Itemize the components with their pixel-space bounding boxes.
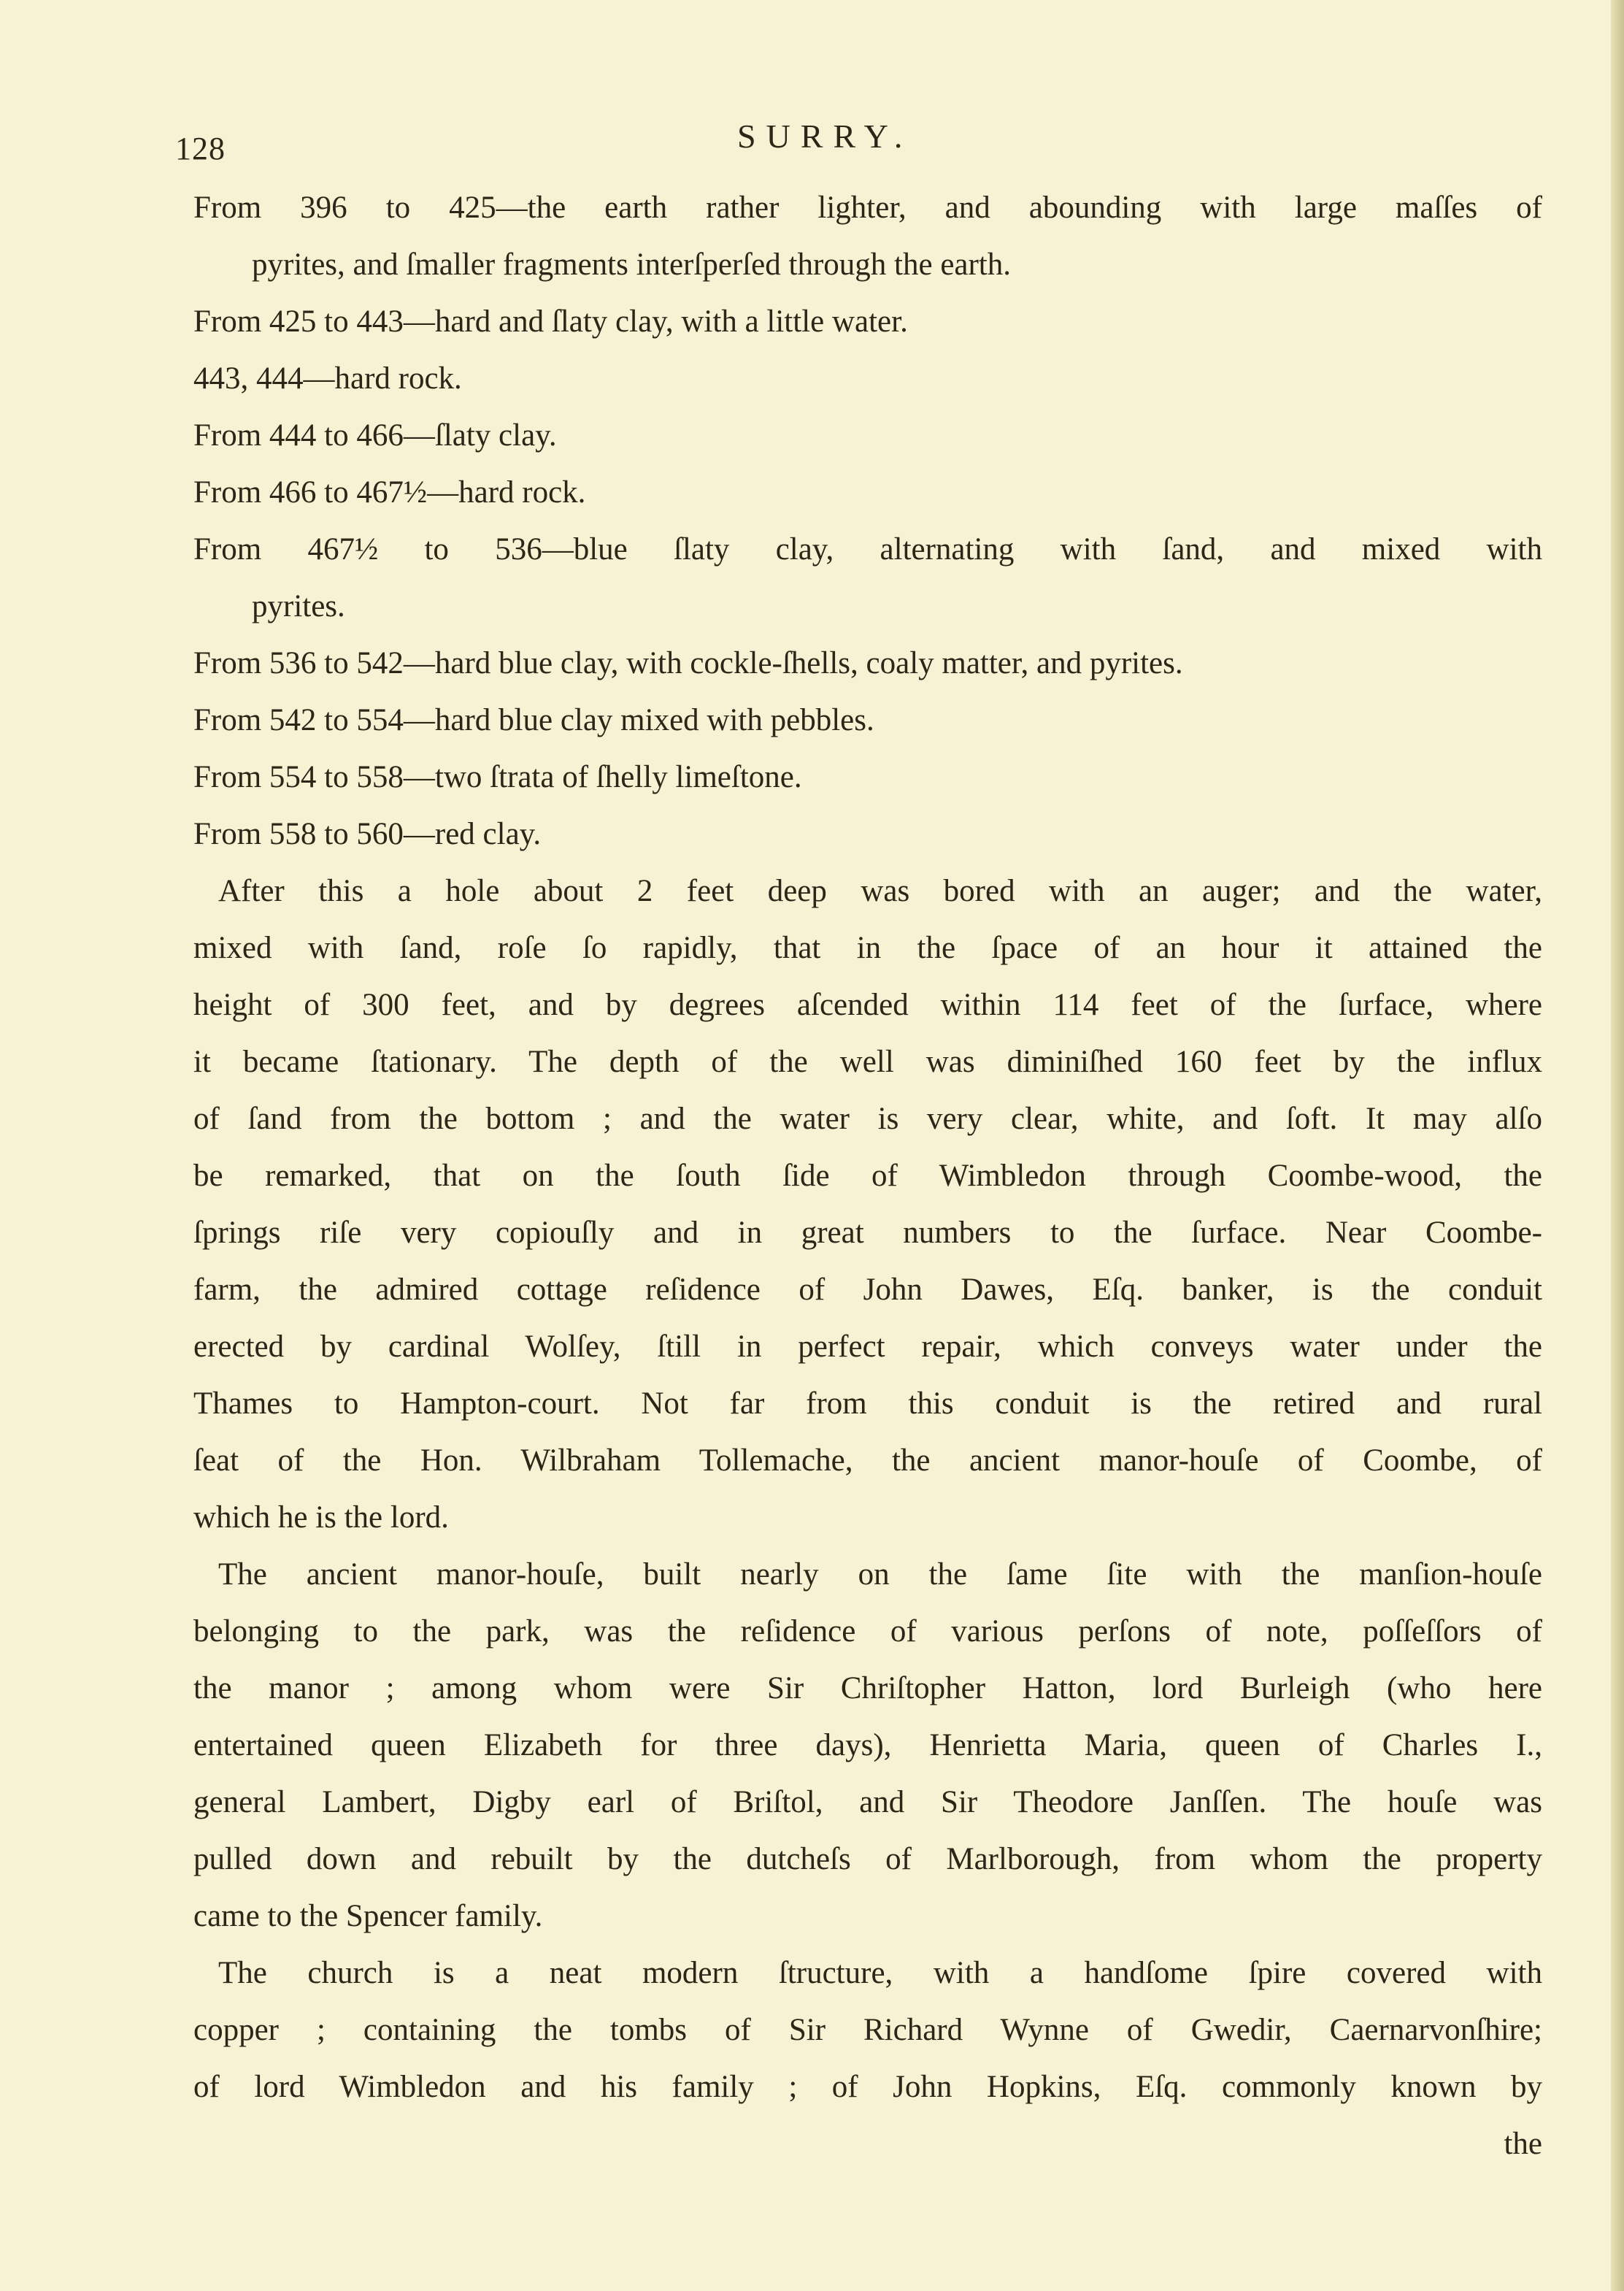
text-line: The ancient manor-houſe, built nearly on the ſame ſite with the manſion-houſe: [218, 1557, 1542, 1592]
text-line: belonging to the park, was the reſidence of various perſons of note, poſſeſſors of: [193, 1614, 1542, 1649]
text-line: 443, 444—hard rock.: [193, 361, 462, 396]
text-line: From 425 to 443—hard and ſlaty clay, with a little water.: [193, 304, 908, 339]
text-line: came to the Spencer family.: [193, 1899, 543, 1933]
text-line: From 558 to 560—red clay.: [193, 817, 542, 851]
text-line: copper ; containing the tombs of Sir Richard Wynne of Gwedir, Caernarvonſhire;: [193, 2013, 1542, 2047]
text-line: be remarked, that on the ſouth ſide of Wimbledon through Coombe-wood, the: [193, 1159, 1542, 1193]
body-text: [193, 180, 1542, 2173]
text-line: From 444 to 466—ſlaty clay.: [193, 418, 557, 453]
text-line: ſeat of the Hon. Wilbraham Tollemache, the ancient manor-houſe of Coombe, of: [193, 1443, 1542, 1478]
catchword: the: [1504, 2127, 1542, 2161]
text-line: general Lambert, Digby earl of Briſtol, and Sir Theodore Janſſen. The houſe was: [193, 1785, 1542, 1819]
text-line: The church is a neat modern ſtructure, with a handſome ſpire covered with: [218, 1956, 1542, 1990]
text-line: pulled down and rebuilt by the dutcheſs of Marlborough, from whom the property: [193, 1842, 1542, 1876]
text-line: mixed with ſand, roſe ſo rapidly, that in the ſpace of an hour it attained the: [193, 931, 1542, 965]
text-line: it became ſtationary. The depth of the well was diminiſhed 160 feet by the influx: [193, 1045, 1542, 1079]
page-number: 128: [175, 131, 226, 166]
text-line: After this a hole about 2 feet deep was bored with an auger; and the water,: [218, 874, 1542, 908]
text-line: height of 300 feet, and by degrees aſcended within 114 feet of the ſurface, where: [193, 988, 1542, 1022]
text-line: From 396 to 425—the earth rather lighter, and abounding with large maſſes of: [193, 191, 1542, 225]
text-line: From 536 to 542—hard blue clay, with cockle-ſhells, coaly matter, and pyrites.: [193, 646, 1183, 680]
text-line: farm, the admired cottage reſidence of John Dawes, Eſq. banker, is the conduit: [193, 1273, 1542, 1307]
text-line: entertained queen Elizabeth for three days), Henrietta Maria, queen of Charles I.,: [193, 1728, 1542, 1762]
text-line: Thames to Hampton-court. Not far from this conduit is the retired and rural: [193, 1386, 1542, 1421]
text-line: From 466 to 467½—hard rock.: [193, 475, 586, 510]
text-line: of lord Wimbledon and his family ; of John Hopkins, Eſq. commonly known by: [193, 2070, 1542, 2104]
text-line: the manor ; among whom were Sir Chriſtopher Hatton, lord Burleigh (who here: [193, 1671, 1542, 1705]
running-title: SURRY.: [737, 118, 913, 155]
page-edge: [1611, 0, 1624, 2291]
text-line: From 542 to 554—hard blue clay mixed with pebbles.: [193, 703, 874, 737]
text-line: From 554 to 558—two ſtrata of ſhelly limeſtone.: [193, 760, 802, 794]
text-line: erected by cardinal Wolſey, ſtill in perfect repair, which conveys water under the: [193, 1329, 1542, 1364]
text-line: which he is the lord.: [193, 1500, 449, 1535]
text-line: From 467½ to 536—blue ſlaty clay, alternating with ſand, and mixed with: [193, 532, 1542, 567]
text-line: of ſand from the bottom ; and the water is very clear, white, and ſoft. It may alſo: [193, 1102, 1542, 1136]
text-line: pyrites, and ſmaller fragments interſperſed through the earth.: [252, 247, 1011, 282]
text-line: ſprings riſe very copiouſly and in great numbers to the ſurface. Near Coombe-: [193, 1216, 1542, 1250]
text-line: pyrites.: [252, 589, 345, 623]
